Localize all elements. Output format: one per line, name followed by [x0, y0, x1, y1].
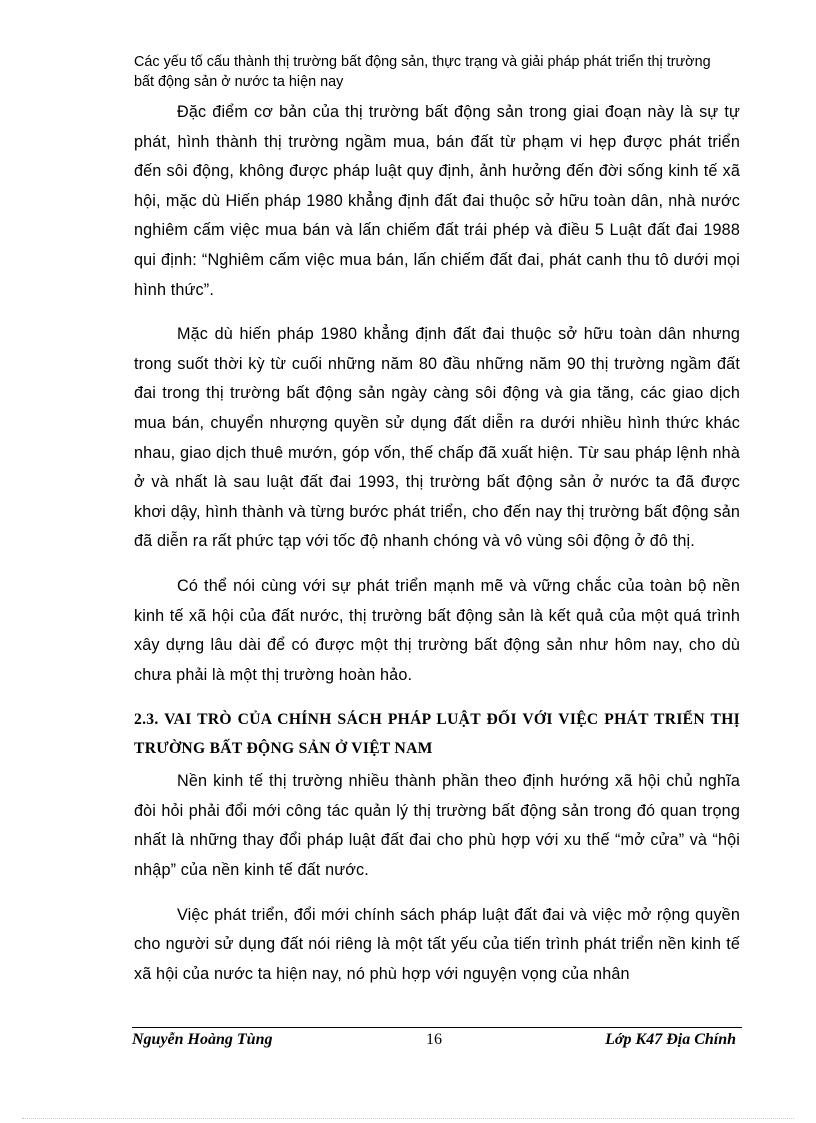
page-number: 16 — [426, 1031, 442, 1048]
body-paragraph: Có thể nói cùng với sự phát triển mạnh mẽ và vững chắc của toàn bộ nền kinh tế xã hội của đất nước, thị trường bất động sản là kết quả của một quá trình xây dựng lâu dài để có được một thị trường bất động sản như hôm nay, cho dù chưa phải là một thị trường hoàn hảo. — [134, 576, 740, 684]
running-header-title: Các yếu tố cấu thành thị trường bất động sản, thực trạng và giải pháp phát triển thị trường bất động sản ở nước ta hiện nay — [134, 54, 711, 90]
document-body — [134, 98, 740, 1004]
body-paragraph: Việc phát triển, đổi mới chính sách pháp luật đất đai và việc mở rộng quyền cho người sử dụng đất nói riêng là một tất yếu của tiến trình phát triển nền kinh tế xã hội của nước ta hiện nay, nó phù hợp với nguyện vọng của nhân — [134, 905, 740, 983]
body-paragraph: Mặc dù hiến pháp 1980 khẳng định đất đai thuộc sở hữu toàn dân nhưng trong suốt thời kỳ từ cuối những năm 80 đầu những năm 90 thị trường ngầm đất đai trong thị trường bất động sản ngày càng sôi động và gia tăng, các giao dịch mua bán, chuyển nhượng quyền sử dụng đất diễn ra dưới nhiều hình thức khác nhau, giao dịch thuê mướn, góp vốn, thế chấp đã xuất hiện. Từ sau pháp lệnh nhà ở và nhất là sau luật đất đai 1993, thị trường bất động sản ở nước ta đã được khơi dậy, hình thành và từng bước phát triển, cho đến nay thị trường bất động sản đã diễn ra rất phức tạp với tốc độ nhanh chóng và vô vùng sôi động ở đô thị. — [134, 325, 740, 551]
body-paragraph: Đặc điểm cơ bản của thị trường bất động sản trong giai đoạn này là sự tự phát, hình thành thị trường ngầm mua, bán đất từ phạm vi hẹp được phát triển đến sôi động, không được pháp luật quy định, ảnh hưởng đến đời sống kinh tế xã hội, mặc dù Hiến pháp 1980 khẳng định đất đai thuộc sở hữu toàn dân, nhà nước nghiêm cấm việc mua bán và lấn chiếm đất trái phép và điều 5 Luật đất đai 1988 qui định: “Nghiêm cấm việc mua bán, lấn chiếm đất đai, phát canh thu tô dưới mọi hình thức”. — [134, 103, 740, 299]
footer-author: Nguyễn Hoàng Tùng — [132, 1031, 273, 1048]
page-bottom-edge — [22, 1118, 794, 1119]
body-paragraph: Nền kinh tế thị trường nhiều thành phần theo định hướng xã hội chủ nghĩa đòi hỏi phải đổi mới công tác quản lý thị trường bất động sản trong đó quan trọng nhất là những thay đổi pháp luật đất đai cho phù hợp với xu thế “mở cửa” và “hội nhập” của nền kinh tế đất nước. — [134, 772, 740, 880]
footer-class-name: Lớp K47 Địa Chính — [605, 1031, 736, 1048]
page-footer — [132, 1031, 742, 1055]
footer-divider — [132, 1027, 742, 1028]
section-heading: 2.3. VAI TRÒ CỦA CHÍNH SÁCH PHÁP LUẬT ĐỐI VỚI VIỆC PHÁT TRIỂN THỊ TRƯỜNG BẤT ĐỘNG SẢN Ở VIỆT NAM — [134, 711, 740, 758]
